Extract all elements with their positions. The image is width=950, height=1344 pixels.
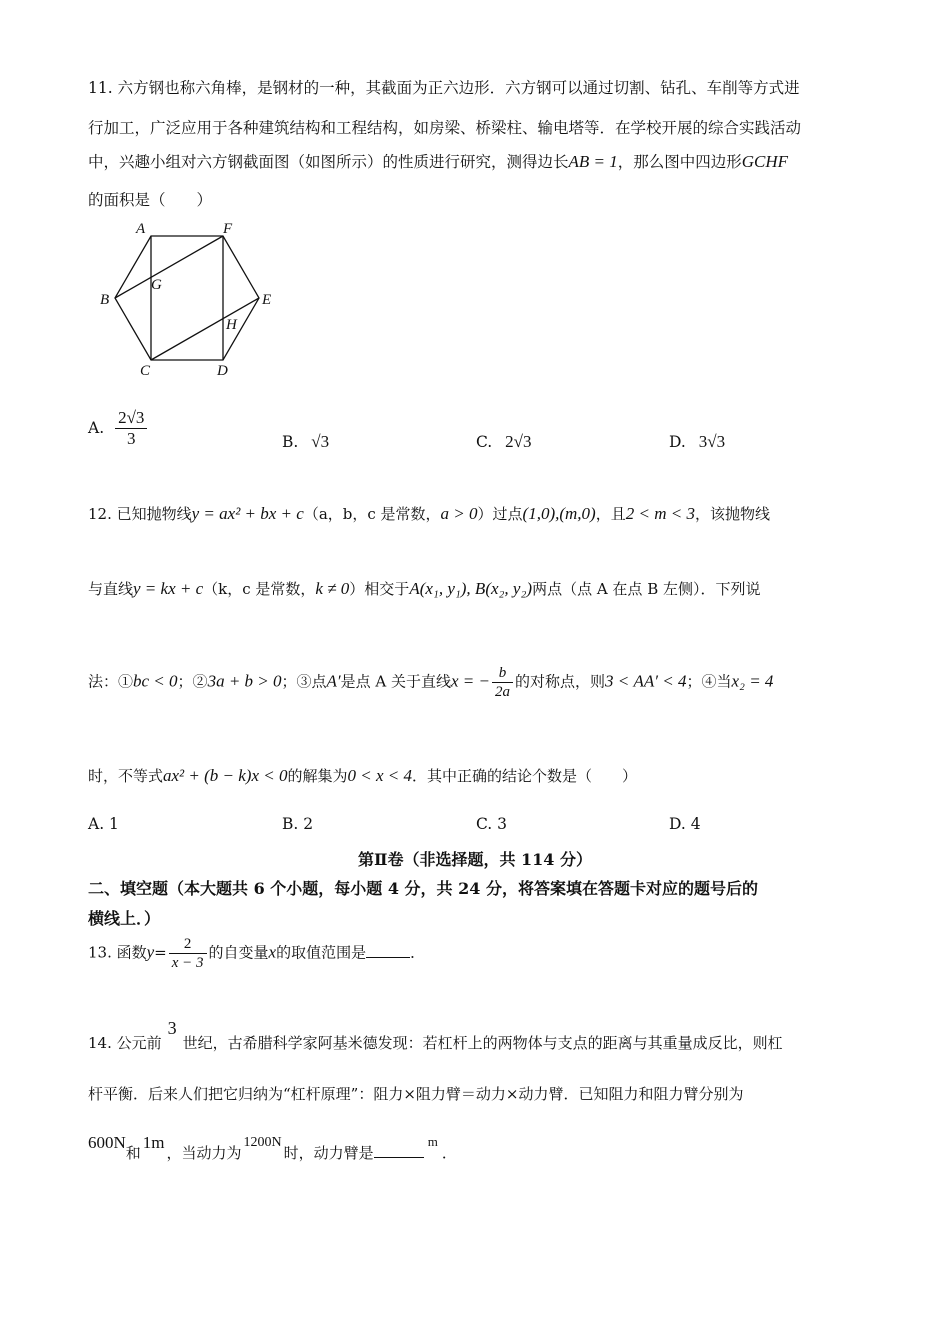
q12-line2: [88, 578, 862, 599]
label-f: F: [223, 221, 233, 237]
q14-resistance-arm: 1m: [142, 1133, 165, 1152]
q11-option-a-num: 2√3: [115, 408, 147, 429]
q14-end: ．: [441, 1144, 457, 1162]
q12-l3-e: 的对称点，则: [515, 672, 606, 691]
q14-l3-a: 和: [125, 1144, 141, 1162]
q12-l4-c: ．其中正确的结论个数是（ ）: [412, 767, 638, 785]
q13-x: x: [268, 942, 277, 962]
q12-line4: [88, 765, 862, 786]
q12-line1: [88, 503, 862, 524]
q13-y: y: [146, 942, 155, 962]
q11-option-b[interactable]: [282, 432, 329, 452]
q12-solution: 0 < x < 4: [347, 766, 413, 785]
q12-l1-c: ）过点: [477, 505, 523, 523]
q11-option-d-letter: D.: [669, 433, 686, 451]
q12-m-range: 2 < m < 3: [625, 504, 695, 523]
q13-line: [88, 935, 862, 972]
q13-eq: =: [154, 943, 167, 962]
q12-axis-den: 2a: [495, 684, 511, 700]
q11-option-b-letter: B.: [282, 433, 299, 451]
label-a: A: [136, 221, 146, 237]
q11-gchf: GCHF: [741, 152, 789, 171]
q11-ab-eq: AB = 1: [568, 152, 618, 171]
q11-option-b-value: √3: [311, 432, 330, 451]
q14-l3-b: ，当动力为: [166, 1144, 242, 1162]
q11-option-d[interactable]: [669, 432, 725, 452]
q12-l2-c: ）相交于: [349, 580, 410, 598]
q14-resistance: 600N: [88, 1133, 126, 1152]
q11-option-c-value: 2√3: [505, 432, 532, 451]
label-d: D: [217, 363, 228, 379]
q14-unit: m: [427, 1134, 438, 1149]
q12-l1-e: ，该抛物线: [694, 505, 770, 523]
q12-x2: x₂ = 4: [731, 671, 774, 691]
q11-option-a-den: 3: [126, 429, 136, 449]
q12-option-a[interactable]: A. 1: [88, 815, 119, 833]
q12-l1-b: （a，b，c 是常数，: [303, 505, 441, 523]
label-b: B: [100, 292, 110, 308]
q12-l2-b: （k，c 是常数，: [203, 580, 316, 598]
q14-line1: [88, 1018, 862, 1053]
q14-line3: [88, 1133, 862, 1163]
q12-axis-num: b: [492, 664, 513, 683]
section2-title: 第Ⅱ卷（非选择题，共 114 分）: [357, 850, 593, 869]
label-h: H: [226, 317, 237, 333]
q12-a-prime: A′: [326, 671, 341, 691]
segment-ce: [151, 298, 259, 360]
q11-line4: 的面积是（ ）: [88, 191, 213, 209]
q13-answer-blank[interactable]: [366, 943, 410, 958]
q12-l4-b: 的解集为: [287, 767, 348, 785]
q12-stmt1: bc < 0: [133, 671, 178, 691]
q11-option-c-letter: C.: [476, 433, 493, 451]
q11-line3-mid: ，那么图中四边形: [617, 153, 742, 171]
q12-l1-a: 12. 已知抛物线: [88, 505, 192, 523]
segment-bf: [115, 236, 223, 298]
section2-heading-line1: 二、填空题（本大题共 6 个小题，每小题 4 分，共 24 分，将答案填在答题卡对应的题号后的: [88, 879, 758, 898]
q13-num: 2: [169, 935, 207, 954]
q13-post1: 的自变量: [208, 943, 269, 962]
q12-l2-d: 两点（点 A 在点 B 左侧）．下列说: [532, 580, 761, 598]
q12-stmt3: 3 < AA′ < 4: [605, 671, 687, 691]
q14-effort: 1200N: [243, 1135, 282, 1150]
q14-line2: 杆平衡．后来人们把它归纳为“杠杆原理”：阻力×阻力臂＝动力×动力臂．已知阻力和阻力臂分别为: [88, 1085, 744, 1103]
q12-axis: x = −: [451, 671, 491, 691]
q11-option-a-letter: A.: [88, 418, 105, 437]
q11-option-d-value: 3√3: [698, 432, 726, 451]
q12-l3-b: ；②: [177, 672, 208, 691]
q12-points: (1,0),(m,0): [522, 504, 596, 523]
q12-line-eq: y = kx + c: [133, 579, 204, 598]
q12-option-c[interactable]: C. 3: [476, 815, 508, 833]
label-e: E: [262, 292, 272, 308]
q12-ab-points: A(x₁, y₁), B(x₂, y₂): [409, 579, 533, 598]
q11-line1: 11. 六方钢也称六角棒，是钢材的一种，其截面为正六边形．六方钢可以通过切割、钻孔、车削等方式进: [88, 79, 800, 97]
q12-l1-d: ，且: [595, 505, 626, 523]
q12-l3-a: 法：①: [88, 672, 134, 691]
q12-a-pos: a > 0: [440, 504, 478, 523]
q11-line3-text: 中，兴趣小组对六方钢截面图（如图所示）的性质进行研究，测得边长: [88, 153, 569, 171]
q12-stmt2: 3a + b > 0: [207, 671, 282, 691]
q11-line2: 行加工，广泛应用于各种建筑结构和工程结构，如房梁、桥梁柱、输电塔等．在学校开展的综合实践活动: [88, 119, 802, 137]
q14-l1-b: 世纪，古希腊科学家阿基米德发现：若杠杆上的两物体与支点的距离与其重量成反比，则杠: [182, 1034, 783, 1052]
q13-den: x − 3: [171, 955, 204, 971]
hexagon-outline: [115, 236, 259, 360]
q13-end: ．: [410, 943, 426, 962]
hexagon-figure: [95, 218, 285, 383]
label-g: G: [151, 277, 162, 293]
q12-k-nonzero: k ≠ 0: [315, 579, 350, 598]
q12-parabola: y = ax² + bx + c: [191, 504, 304, 523]
q12-l3-d: 是点 A 关于直线: [340, 672, 452, 691]
q12-option-b[interactable]: B. 2: [282, 815, 314, 833]
q13-post2: 的取值范围是: [276, 943, 367, 962]
q12-l4-a: 时，不等式: [88, 767, 164, 785]
q14-l3-c: 时，动力臂是: [283, 1144, 374, 1162]
q11-line3: [88, 150, 862, 172]
q14-answer-blank[interactable]: [374, 1143, 424, 1158]
q12-l3-f: ；④当: [686, 672, 732, 691]
q12-l3-c: ；③点: [281, 672, 327, 691]
label-c: C: [140, 363, 151, 379]
q12-line3: [88, 664, 862, 701]
q14-l1-a: 14. 公元前: [88, 1034, 162, 1052]
q12-option-d[interactable]: D. 4: [669, 815, 701, 833]
q12-inequality: ax² + (b − k)x < 0: [163, 766, 288, 785]
q12-l2-a: 与直线: [88, 580, 134, 598]
q11-option-c[interactable]: [476, 432, 532, 452]
section2-heading-line2: 横线上．）: [88, 909, 161, 928]
q13-pre: 13. 函数: [88, 943, 147, 962]
q11-option-a[interactable]: [88, 408, 149, 450]
q14-century: 3: [167, 1018, 177, 1038]
